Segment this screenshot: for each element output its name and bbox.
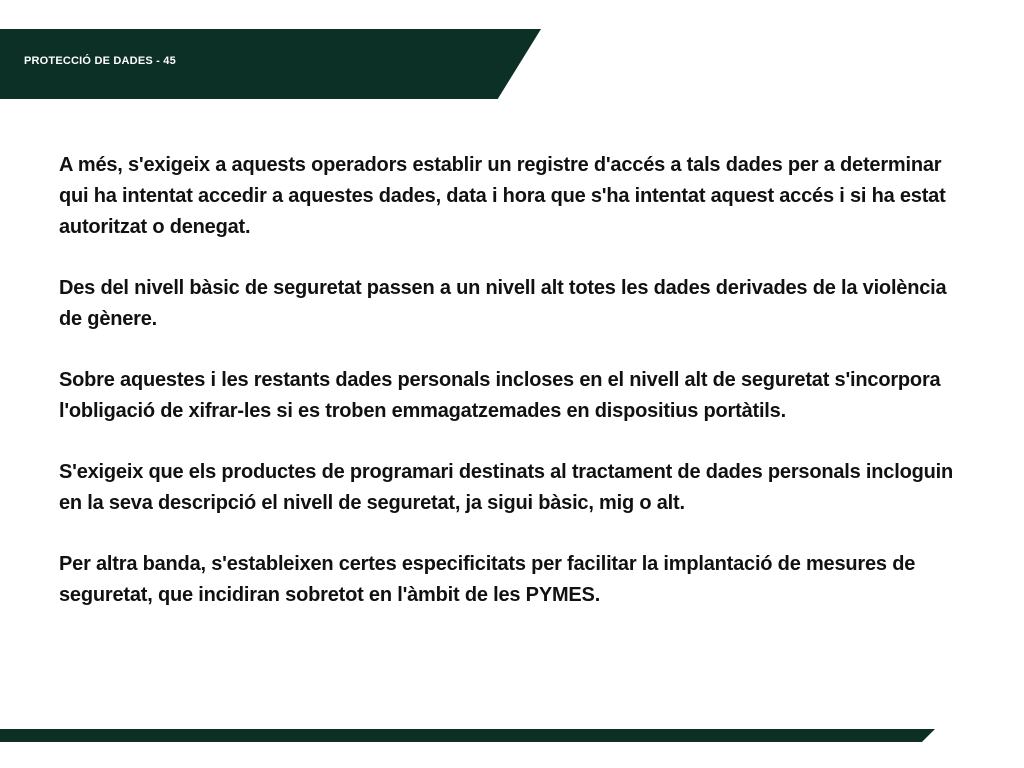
slide-title: PROTECCIÓ DE DADES - 45 [24,55,176,67]
paragraph-gender-violence: Des del nivell bàsic de seguretat passen a un nivell alt totes les dades derivades de la violència de gènere. [59,277,947,330]
paragraph-pymes: Per altra banda, s'estableixen certes especificitats per facilitar la implantació de mesures de seguretat, que incidiran sobretot en l'àmbit de les PYMES. [59,553,916,606]
paragraph-software-products: S'exigeix que els productes de programari destinats al tractament de dades personals incloguin en la seva descripció el nivell de seguretat, ja sigui bàsic, mig o alt. [59,461,954,514]
footer-band [0,729,935,742]
paragraph-encryption: Sobre aquestes i les restants dades personals incloses en el nivell alt de seguretat s'incorpora l'obligació de xifrar-les si es troben emmagatzemades en dispositius portàtils. [59,369,941,422]
slide-content [59,150,969,611]
paragraph-access-log: A més, s'exigeix a aquests operadors establir un registre d'accés a tals dades per a determinar qui ha intentat accedir a aquestes dades, data i hora que s'ha intentat aquest accés i si ha estat autoritzat o denegat. [59,154,946,238]
